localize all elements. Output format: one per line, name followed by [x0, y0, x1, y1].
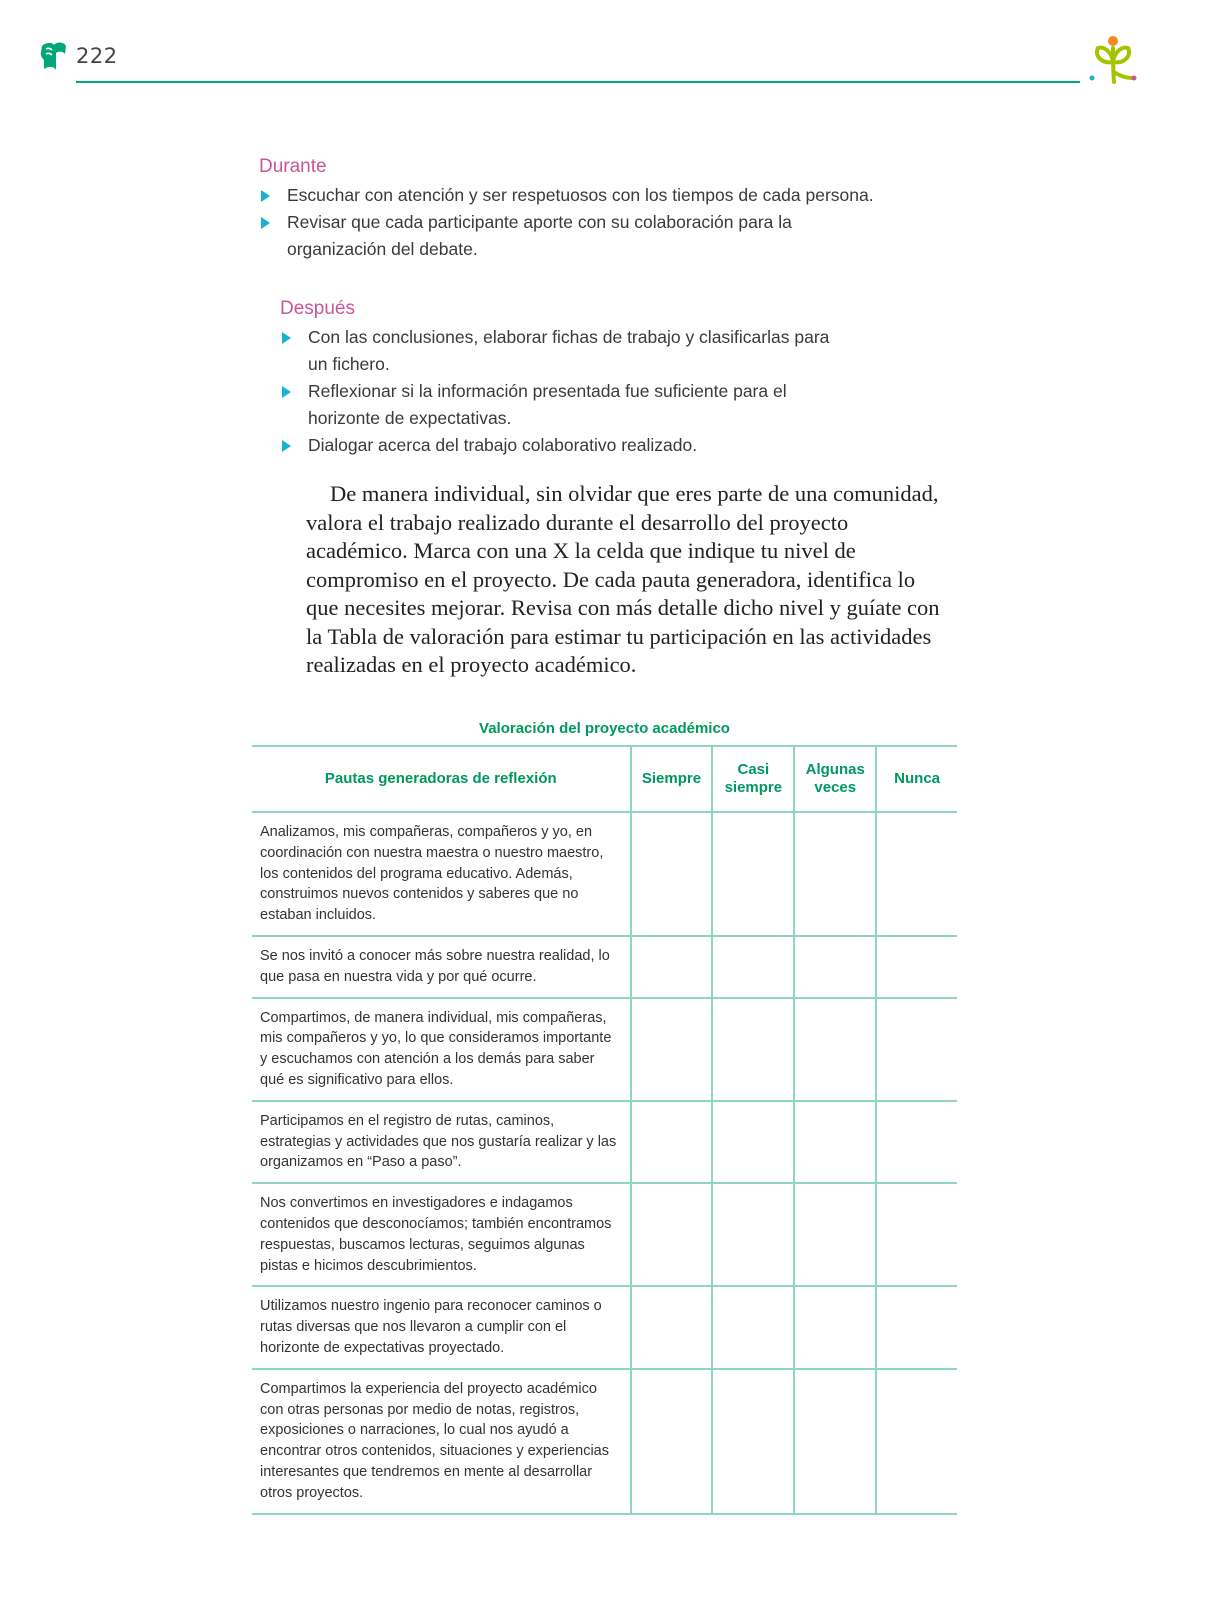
header-rule [76, 81, 1080, 83]
casi-siempre-cell[interactable] [712, 812, 794, 936]
book-corner-icon [38, 40, 68, 74]
pauta-cell: Participamos en el registro de rutas, caminos, estrategias y actividades que nos gustaría realizar y las organizamos en “Paso a paso”. [252, 1101, 631, 1183]
table-row [252, 1183, 957, 1286]
siempre-cell[interactable] [631, 812, 713, 936]
siempre-cell[interactable] [631, 1286, 713, 1368]
header-siempre: Siempre [631, 746, 713, 812]
despues-section [280, 298, 840, 459]
table-header-row [252, 746, 957, 812]
list-item: Con las conclusiones, elaborar fichas de trabajo y clasificarlas para un fichero. [280, 324, 840, 378]
header-pautas: Pautas generadoras de reflexión [252, 746, 631, 812]
algunas-veces-cell[interactable] [794, 998, 876, 1101]
nunca-cell[interactable] [876, 936, 957, 998]
durante-heading: Durante [259, 156, 327, 177]
list-item: Reflexionar si la información presentada fue suficiente para el horizonte de expectativas. [280, 378, 840, 432]
table-row [252, 1369, 957, 1514]
valoracion-table [252, 745, 957, 1515]
pauta-cell: Compartimos, de manera individual, mis compañeras, mis compañeros y yo, lo que consideramos importante y escuchamos con atención a los demás para saber qué es significativo para ellos. [252, 998, 631, 1101]
header-algunas-veces: Algunas veces [794, 746, 876, 812]
bullet-arrow-icon [282, 440, 291, 452]
despues-heading: Después [280, 298, 355, 319]
nunca-cell[interactable] [876, 1286, 957, 1368]
casi-siempre-cell[interactable] [712, 1286, 794, 1368]
casi-siempre-cell[interactable] [712, 1101, 794, 1183]
siempre-cell[interactable] [631, 1183, 713, 1286]
algunas-veces-cell[interactable] [794, 936, 876, 998]
pauta-cell: Utilizamos nuestro ingenio para reconocer caminos o rutas diversas que nos llevaron a cumplir con el horizonte de expectativas proyectado. [252, 1286, 631, 1368]
page-number: 222 [76, 44, 118, 68]
algunas-veces-cell[interactable] [794, 1369, 876, 1514]
list-item: Revisar que cada participante aporte con su colaboración para la organización del debate. [259, 209, 827, 263]
siempre-cell[interactable] [631, 998, 713, 1101]
durante-section [259, 156, 919, 263]
algunas-veces-cell[interactable] [794, 1101, 876, 1183]
bullet-arrow-icon [261, 190, 270, 202]
table-row [252, 1101, 957, 1183]
casi-siempre-cell[interactable] [712, 1369, 794, 1514]
list-item: Escuchar con atención y ser respetuosos con los tiempos de cada persona. [259, 182, 919, 209]
table-row [252, 998, 957, 1101]
bullet-arrow-icon [282, 332, 291, 344]
table-row [252, 1286, 957, 1368]
pauta-cell: Se nos invitó a conocer más sobre nuestra realidad, lo que pasa en nuestra vida y por qué ocurre. [252, 936, 631, 998]
table-row [252, 812, 957, 936]
instructions-paragraph: De manera individual, sin olvidar que eres parte de una comunidad, valora el trabajo realizado durante el desarrollo del proyecto académico. Marca con una X la celda que indique tu nivel de compromiso en el proyecto. De cada pauta generadora, identifica lo que necesites mejorar. Revisa con más detalle dicho nivel y guíate con la Tabla de valoración para estimar tu participación en las actividades realizadas en el proyecto académico. [306, 481, 940, 677]
despues-list [280, 324, 840, 459]
nunca-cell[interactable] [876, 1101, 957, 1183]
casi-siempre-cell[interactable] [712, 1183, 794, 1286]
algunas-veces-cell[interactable] [794, 1183, 876, 1286]
nunca-cell[interactable] [876, 1369, 957, 1514]
algunas-veces-cell[interactable] [794, 1286, 876, 1368]
bullet-arrow-icon [282, 386, 291, 398]
casi-siempre-cell[interactable] [712, 936, 794, 998]
siempre-cell[interactable] [631, 936, 713, 998]
pauta-cell: Analizamos, mis compañeras, compañeros y yo, en coordinación con nuestra maestra o nuestro maestro, los contenidos del programa educativo. Además, construimos nuevos contenidos y saberes que no estaban incluidos. [252, 812, 631, 936]
pauta-cell: Compartimos la experiencia del proyecto académico con otras personas por medio de notas, registros, exposiciones o narraciones, lo cual nos ayudó a encontrar otros contenidos, situaciones y experiencias interesantes que tendremos en mente al desarrollar otros proyectos. [252, 1369, 631, 1514]
pauta-cell: Nos convertimos en investigadores e indagamos contenidos que desconocíamos; también encontramos respuestas, buscamos lecturas, seguimos algunas pistas e hicimos descubrimientos. [252, 1183, 631, 1286]
durante-list [259, 182, 919, 263]
siempre-cell[interactable] [631, 1101, 713, 1183]
bullet-arrow-icon [261, 217, 270, 229]
siempre-cell[interactable] [631, 1369, 713, 1514]
table-caption: Valoración del proyecto académico [479, 720, 730, 737]
header-nunca: Nunca [876, 746, 957, 812]
nunca-cell[interactable] [876, 1183, 957, 1286]
header-casi-siempre: Casi siempre [712, 746, 794, 812]
casi-siempre-cell[interactable] [712, 998, 794, 1101]
flower-figure-logo-icon [1088, 34, 1138, 86]
table-row [252, 936, 957, 998]
nunca-cell[interactable] [876, 812, 957, 936]
algunas-veces-cell[interactable] [794, 812, 876, 936]
list-item: Dialogar acerca del trabajo colaborativo realizado. [280, 432, 840, 459]
nunca-cell[interactable] [876, 998, 957, 1101]
